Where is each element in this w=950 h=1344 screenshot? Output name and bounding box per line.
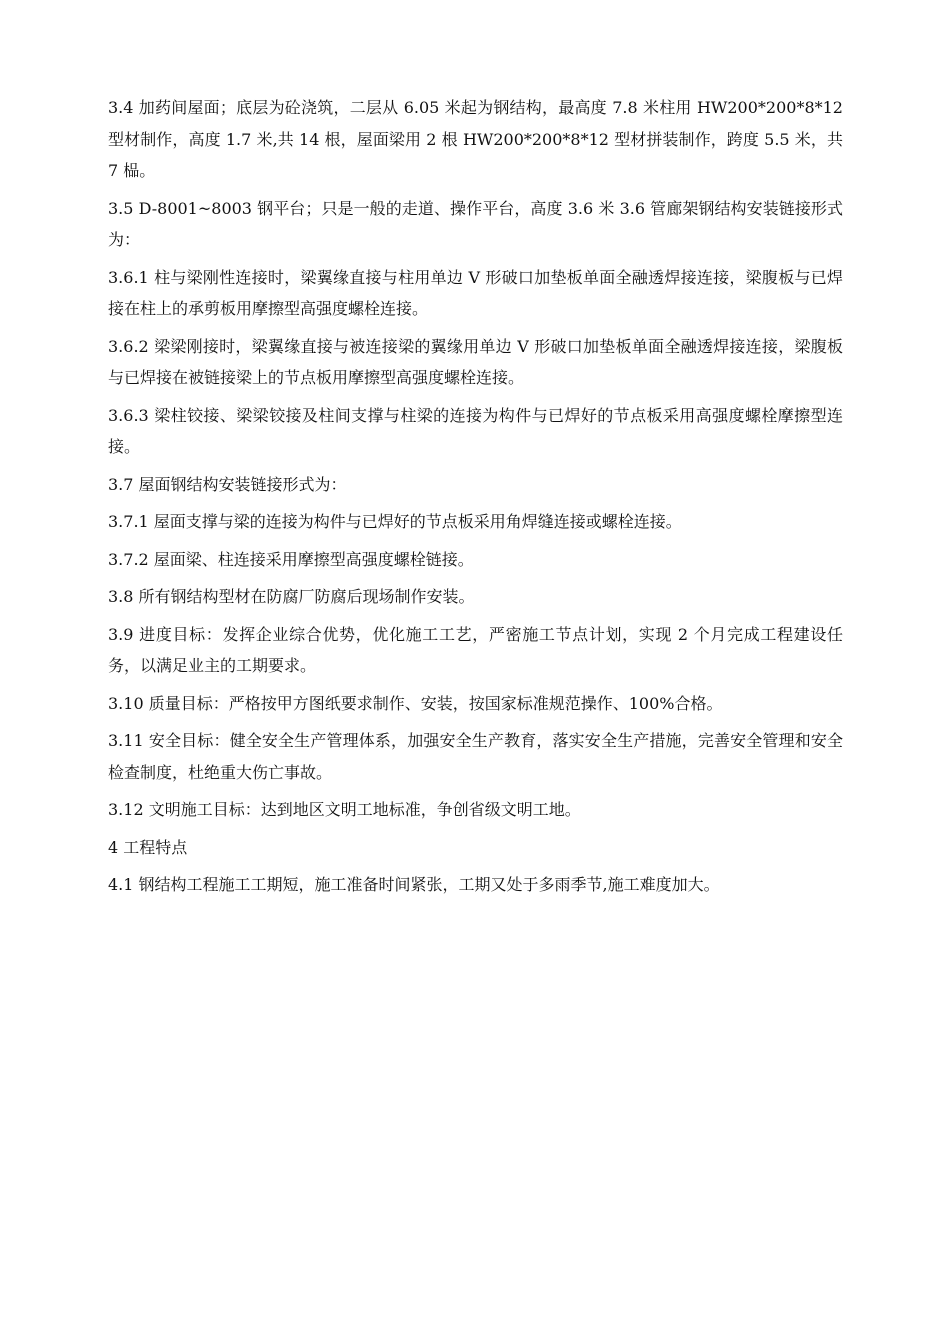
paragraph-3-7: 3.7 屋面钢结构安装链接形式为： [108,474,347,494]
paragraph-3-7-1: 3.7.1 屋面支撑与梁的连接为构件与已焊好的节点板采用角焊缝连接或螺栓连接。 [108,512,682,531]
paragraph-3-6-3: 3.6.3 梁柱铰接、梁梁铰接及柱间支撑与柱梁的连接为构件与已焊好的节点板采用高强度螺栓摩擦型连接。 [108,405,843,456]
paragraph-3-5: 3.5 D-8001~8003 钢平台；只是一般的走道、操作平台，高度 3.6 米 3.6 管廊架钢结构安装链接形式为： [108,198,843,249]
paragraph-3-4: 3.4 加药间屋面；底层为砼浇筑，二层从 6.05 米起为钢结构，最高度 7.8 米柱用 HW200*200*8*12 型材制作，高度 1.7 米,共 14 根，屋面梁用 2 根 HW200*200*8*12 型材拼装制作，跨度 5.5 米，共 7 榀。 [108,98,843,180]
paragraph-3-12: 3.12 文明施工目标：达到地区文明工地标准，争创省级文明工地。 [108,800,581,819]
section-heading-4: 4 工程特点 [108,837,188,857]
paragraph-3-9: 3.9 进度目标：发挥企业综合优势，优化施工工艺，严密施工节点计划，实现 2 个月完成工程建设任务，以满足业主的工期要求。 [108,624,843,675]
paragraph-4-1: 4.1 钢结构工程施工工期短，施工准备时间紧张，工期又处于多雨季节,施工难度加大。 [108,875,720,894]
document-body [108,92,843,907]
paragraph-3-8: 3.8 所有钢结构型材在防腐厂防腐后现场制作安装。 [108,587,475,606]
paragraph-3-11: 3.11 安全目标：健全安全生产管理体系，加强安全生产教育，落实安全生产措施，完善安全管理和安全检查制度，杜绝重大伤亡事故。 [108,731,843,782]
paragraph-3-6-2: 3.6.2 梁梁刚接时，梁翼缘直接与被连接梁的翼缘用单边 V 形破口加垫板单面全融透焊接连接，梁腹板与已焊接在被链接梁上的节点板用摩擦型高强度螺栓连接。 [108,336,843,387]
paragraph-3-7-2: 3.7.2 屋面梁、柱连接采用摩擦型高强度螺栓链接。 [108,549,474,569]
paragraph-3-6-1: 3.6.1 柱与梁刚性连接时，梁翼缘直接与柱用单边 V 形破口加垫板单面全融透焊接连接，梁腹板与已焊接在柱上的承剪板用摩擦型高强度螺栓连接。 [108,267,843,318]
paragraph-3-10: 3.10 质量目标：严格按甲方图纸要求制作、安装，按国家标准规范操作、100%合格。 [108,693,723,713]
